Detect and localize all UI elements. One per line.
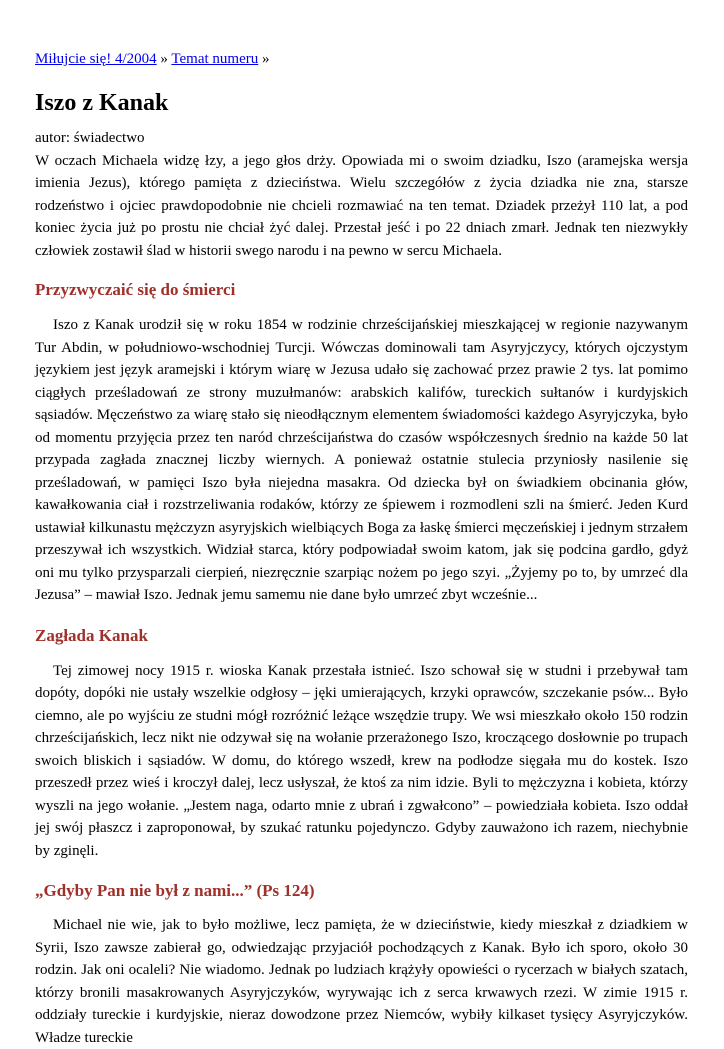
breadcrumb-separator: » [261, 51, 270, 67]
section-heading: „Gdyby Pan nie był z nami...” (Ps 124) [35, 881, 315, 900]
section-heading: Zagłada Kanak [35, 625, 148, 645]
breadcrumb-separator: » [160, 51, 168, 67]
section-paragraph: Tej zimowej nocy 1915 r. wioska Kanak przestała istnieć. Iszo schował się w studni i przebywał tam dopóty, dopóki nie ustały wszelkie odgłosy – jęki umierających, krzyki oprawców, szczekanie psów... Było ciemno, ale po wyjściu ze studni mógł rozróżnić leżące wszędzie trupy. We wsi mieszkało około 150 rodzin chrześcijańskich, lecz nikt nie odzywał się na wołanie przerażonego Iszo, kroczącego dosłownie po trupach swoich bliskich i sąsiadów. W domu, do którego wszedł, krew na podłodze sięgała mu do kostek. Iszo przeszedł przez wieś i kroczył dalej, lecz usłyszał, że ktoś za nim idzie. Byli to mężczyzna i kobieta, którzy wyszli na jego wołanie. „Jestem naga, odarto mnie z ubrań i zgwałcono” – powiedziała kobieta. Iszo oddał jej swój płaszcz i zaproponował, by szukać ratunku pojedynczo. Gdyby zauważono ich razem, niechybnie by zginęli. [35, 662, 688, 859]
author-line: autor: świadectwo [35, 130, 145, 146]
intro-paragraph: W oczach Michaela widzę łzy, a jego głos drży. Opowiada mi o swoim dziadku, Iszo (aramejska wersja imienia Jezus), którego pamięta z dzieciństwa. Wielu szczegółów z życia dziadka nie zna, starsze rodzeństwo i ojciec prawdopodobnie nie chcieli rozmawiać na ten temat. Dziadek przeżył 110 lat, a pod koniec życia już po prostu nie chciał żyć dalej. Przestał jeść i po 22 dniach zmarł. Jednak ten niezwykły człowiek zostawił ślad w historii swego narodu i na pewno w sercu Michaela. [35, 152, 688, 259]
article-page [35, 48, 688, 1049]
breadcrumb-section-link[interactable]: Temat numeru [171, 51, 259, 67]
section-paragraph: Iszo z Kanak urodził się w roku 1854 w rodzinie chrześcijańskiej mieszkającej w regionie nazywanym Tur Abdin, w południowo-wschodniej Turcji. Wówczas dominowali tam Asyryjczycy, których ojczystym językiem jest język aramejski i którym wiarę w Jezusa udało się zachować przez prawie 2 tys. lat pomimo ciągłych prześladowań ze strony muzułmanów: arabskich kalifów, tureckich sułtanów i kurdyjskich sąsiadów. Męczeństwo za wiarę stało się nieodłącznym elementem świadomości każdego Asyryjczyka, było od momentu przyjęcia przez ten naród chrześcijaństwa do czasów współczesnych średnio na każde 50 lat przypada zagłada znacznej liczby wiernych. A ponieważ ostatnie stulecia przyniosły nasilenie się prześladowań, w pamięci Iszo była niejedna masakra. Od dziecka był on świadkiem obcinania głów, kawałkowania ciał i rozstrzeliwania rodaków, którzy ze śpiewem i rozmodleni szli na śmierć. Jeden Kurd ustawiał kilkunastu mężczyzn asyryjskich wielbiących Boga za łaskę śmierci męczeńskiej i jednym strzałem przeszywał ich wszystkich. Widział starca, który podpowiadał swoim katom, jak się podcina gardło, gdyż oni mu tylko przysparzali cierpień, niezręcznie szarpiąc nożem po jego szyi. „Żyjemy po to, by umrzeć dla Jezusa” – mawiał Iszo. Jednak jemu samemu nie dane było umrzeć zbyt wcześnie... [35, 317, 688, 603]
section-heading: Przyzwyczaić się do śmierci [35, 280, 236, 299]
breadcrumb [35, 48, 688, 70]
page-title: Iszo z Kanak [35, 90, 169, 116]
breadcrumb-issue-link[interactable]: Miłujcie się! 4/2004 [35, 51, 157, 67]
section-paragraph: Michael nie wie, jak to było możliwe, lecz pamięta, że w dzieciństwie, kiedy mieszkał z dziadkiem w Syrii, Iszo zawsze zabierał go, odwiedzając przyjaciół pochodzących z Kanak. Było ich sporo, około 30 rodzin. Jak oni ocaleli? Nie wiadomo. Jednak po ludziach krążyły opowieści o rycerzach w białych szatach, którzy bronili masakrowanych Asyryjczyków, wyrywając ich z serca krwawych rzezi. W zimie 1915 r. oddziały tureckie i kurdyjskie, nieraz dowodzone przez Niemców, wybiły kilkaset tysięcy Asyryjczyków. Władze tureckie [35, 917, 688, 1046]
